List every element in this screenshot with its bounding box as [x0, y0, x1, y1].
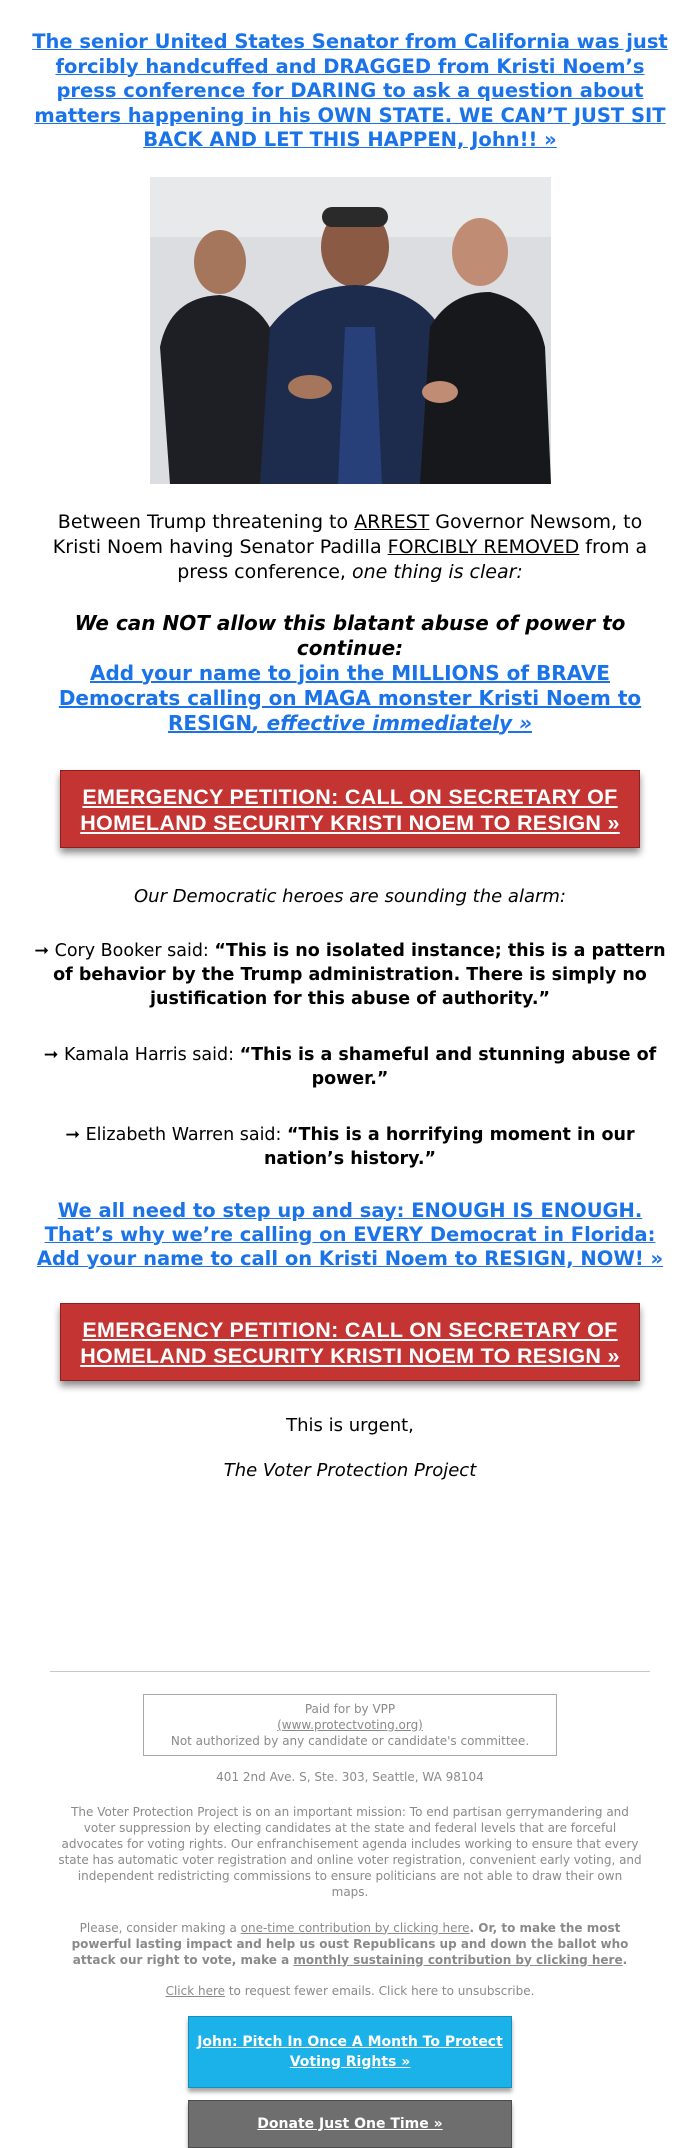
quote-speaker: Cory Booker said: [49, 940, 215, 961]
urgent-note: This is urgent, [286, 1414, 414, 1436]
intro-text-2: Governor Newsom, to Kristi Noem having Senator Padilla [52, 510, 643, 558]
headline-link[interactable]: The senior United States Senator from California was just forcibly handcuffed and DRAGGED from Kristi Noem’s press conference for DARING to ask a question about matters happening in his OWN STATE. WE CAN’T JUST SIT BACK AND LET THIS HAPPEN, John!! » [32, 30, 668, 151]
quote-speaker: Kamala Harris said: [58, 1044, 240, 1065]
not-authorized: Not authorized by any candidate or candidate's committee. [170, 1733, 530, 1748]
unsubscribe-line [0, 1984, 700, 1998]
quote-warren [34, 1123, 666, 1171]
one-time-contribution-link[interactable]: one-time contribution by clicking here [240, 1920, 470, 1935]
paid-by: Paid for by VPP [304, 1701, 396, 1716]
enough-paragraph [26, 1199, 674, 1271]
arrow-icon: ➞ [43, 1044, 59, 1065]
mission-statement: The Voter Protection Project is on an important mission: To end partisan gerrymandering and voter suppression by electing candidates at the state and federal levels that are forceful advocates for voting rights. Our enfranchisement agenda includes working to ensure that every state has automatic voter registration and online voter registration, convenient early voting, and independent redistricting commissions to ensure politicians are not able to draw their own maps. [58, 1804, 642, 1899]
monthly-donate-button[interactable]: John: Pitch In Once A Month To Protect Voting Rights » [188, 2016, 512, 2088]
arrow-icon: ➞ [65, 1124, 81, 1145]
footer-divider [50, 1671, 650, 1672]
add-name-link-tail: , effective immediately » [252, 710, 532, 735]
quote-text: “This is no isolated instance; this is a pattern of behavior by the Trump administration. There is simply no justification for this abuse of authority.” [53, 940, 666, 1009]
add-name-link-text: Add your name to join the MILLIONS of BRAVE Democrats calling on MAGA monster Kristi Noem to RESIGN [58, 660, 642, 735]
senator-photo[interactable] [150, 177, 551, 484]
headline [26, 30, 674, 153]
intro-paragraph [48, 510, 652, 585]
emergency-petition-button[interactable]: EMERGENCY PETITION: CALL ON SECRETARY OF HOMELAND SECURITY KRISTI NOEM TO RESIGN » [60, 770, 640, 848]
enough-link[interactable]: We all need to step up and say: ENOUGH IS ENOUGH. That’s why we’re calling on EVERY Democrat in Florida: Add your name to call on Kristi Noem to RESIGN, NOW! » [36, 1198, 664, 1270]
website-link[interactable]: (www.protectvoting.org) [277, 1717, 423, 1732]
consider-text-1: Please, consider making a [79, 1920, 241, 1935]
emergency-petition-button-2[interactable]: EMERGENCY PETITION: CALL ON SECRETARY OF HOMELAND SECURITY KRISTI NOEM TO RESIGN » [60, 1303, 640, 1381]
intro-forcibly-removed: FORCIBLY REMOVED [387, 535, 580, 558]
senator-photo-illustration [150, 177, 551, 484]
monthly-contribution-link[interactable]: monthly sustaining contribution by clicking here [293, 1952, 623, 1967]
intro-clear: one thing is clear: [352, 560, 523, 583]
fewer-emails-link[interactable]: Click here [165, 1983, 226, 1998]
add-name-link[interactable] [59, 661, 641, 735]
unsubscribe-text: to request fewer emails. Click here to unsubscribe. [225, 1983, 535, 1998]
arrow-icon: ➞ [34, 940, 50, 961]
paid-for-box [143, 1694, 557, 1756]
consider-text-2: . Or, to make the most powerful lasting impact and help us oust Republicans up and down the ballot who attack our right to vote, make a [71, 1920, 629, 1967]
call-to-action-paragraph [34, 611, 666, 736]
contribution-paragraph [58, 1920, 642, 1968]
quote-speaker: Elizabeth Warren said: [80, 1124, 288, 1145]
one-time-donate-button[interactable]: Donate Just One Time » [188, 2100, 512, 2148]
email-body [0, 30, 700, 2148]
quote-booker [34, 939, 666, 1011]
intro-text-3: from a press conference, [177, 535, 648, 583]
signature: The Voter Protection Project [223, 1459, 477, 1481]
intro-arrest: ARREST [354, 510, 430, 533]
quote-text: “This is a shameful and stunning abuse of power.” [239, 1044, 657, 1089]
quote-text: “This is a horrifying moment in our nation’s history.” [263, 1124, 635, 1169]
heroes-intro: Our Democratic heroes are sounding the alarm: [134, 885, 566, 907]
quote-harris [34, 1043, 666, 1091]
consider-text-3: . [622, 1952, 628, 1967]
abuse-statement: We can NOT allow this blatant abuse of power to continue: [74, 610, 626, 660]
intro-text-1: Between Trump threatening to [57, 510, 355, 533]
mailing-address: 401 2nd Ave. S, Ste. 303, Seattle, WA 98104 [216, 1769, 484, 1784]
